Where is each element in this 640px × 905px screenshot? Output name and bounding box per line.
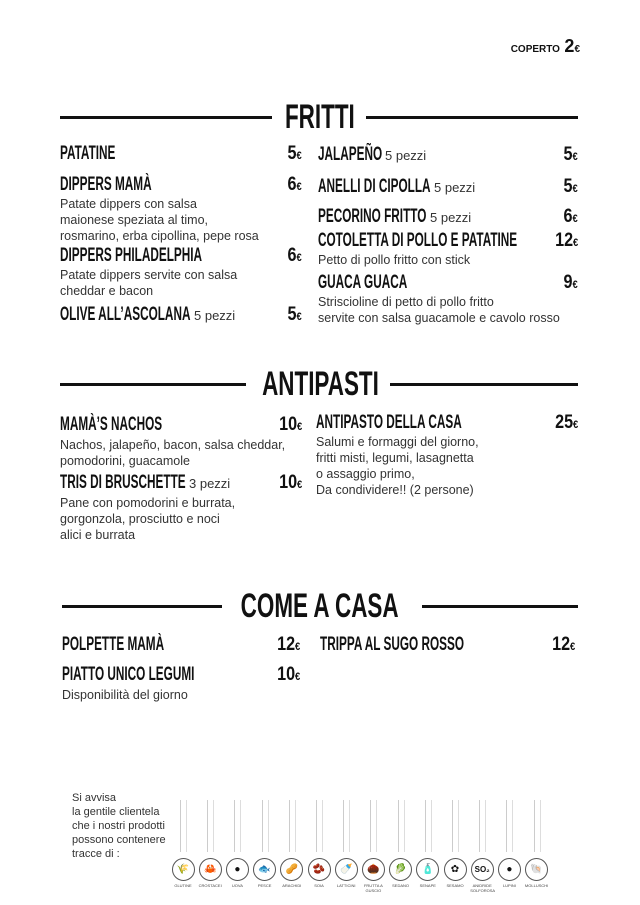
allergen-description [534,800,541,852]
notice-line: possono contenere [72,834,166,846]
menu-item [316,413,462,433]
allergen-description [370,800,377,852]
allergen-icon: 🫘 [308,858,331,881]
allergen-description [343,800,350,852]
menu-item [60,415,163,435]
notice-line: che i nostri prodotti [72,820,165,832]
allergen-label: LATTICINI [336,883,356,888]
allergen-notice [72,791,166,861]
allergen-label: SENAPE [419,883,436,888]
notice-line: Si avvisa [72,792,117,804]
item-price: 10€ [278,414,302,435]
allergen-label: GLUTINE [174,883,192,888]
item-price: 5€ [287,143,302,164]
section-heading-antipasti: ANTIPASTI [261,365,379,403]
item-price: 10€ [276,664,300,685]
allergen-label: SEDANO [392,883,410,888]
allergen-label: CROSTACEI [198,883,222,888]
item-price: 5€ [563,144,578,165]
item-price: 10€ [278,472,302,493]
cover-charge-label: COPERTO [510,44,560,55]
item-description: Salumi e formaggi del giorno, fritti misti, legumi, lasagnetta o assaggio primo, Da condividere!! (2 persone) [316,435,479,497]
allergen-icon: 🐚 [525,858,548,881]
item-price: 25€ [554,412,578,433]
item-name: GUACA GUACA [318,272,408,293]
item-price: 12€ [554,230,578,251]
item-price: 5€ [563,176,578,197]
menu-item [60,246,202,266]
cover-charge [511,36,580,60]
allergen-icon: 🧴 [416,858,439,881]
item-quantity: 3 pezzi [189,476,231,491]
item-price: 6€ [563,206,578,227]
cover-charge-price: 2 [564,36,575,56]
menu-item [60,175,152,195]
allergen-icon: 🦀 [199,858,222,881]
allergen-icon: 🥜 [280,858,303,881]
menu-item [318,145,426,167]
allergen-label: LUPINI [502,883,516,888]
allergen-icon: SO₂ [471,858,494,881]
allergen-icon: ● [226,858,249,881]
allergen-description [398,800,405,852]
allergen-crostacei [198,858,222,888]
allergen-description [262,800,269,852]
allergen-lupini [497,858,521,888]
item-name: ANTIPASTO DELLA CASA [316,412,462,433]
menu-item [62,635,165,655]
allergen-icon: ✿ [444,858,467,881]
allergen-icon: 🥬 [389,858,412,881]
item-description: Disponibilità del giorno [62,688,188,702]
item-description: Patate dippers con salsa maionese speziata al timo, rosmarino, erba cipollina, pepe rosa [60,197,259,243]
item-name: TRIS DI BRUSCHETTE [60,472,186,493]
allergen-label: SOIA [314,883,324,888]
menu-item [318,273,408,293]
allergen-icon: 🐟 [253,858,276,881]
item-name: DIPPERS PHILADELPHIA [60,245,203,266]
section-heading-fritti: FRITTI [285,98,355,136]
allergen-frutta-a-guscio [361,858,385,893]
menu-item [318,177,475,199]
notice-line: la gentile clientela [72,806,160,818]
allergen-description [479,800,486,852]
allergen-description [425,800,432,852]
allergen-description [180,800,187,852]
item-description: Pane con pomodorini e burrata, gorgonzola, prosciutto e noci alici e burrata [60,496,236,542]
menu-item [60,473,230,495]
item-name: POLPETTE MAMÀ [62,634,165,655]
item-name: ANELLI DI CIPOLLA [318,176,431,197]
item-name: PATATINE [60,143,116,164]
allergen-anidride-solforosa [470,858,494,893]
allergen-latticini [334,858,358,888]
menu-item [60,305,235,327]
allergen-label: UOVA [231,883,243,888]
menu-item [320,635,464,655]
allergen-icon: 🌾 [172,858,195,881]
allergen-icon: 🍼 [335,858,358,881]
item-description: Petto di pollo fritto con stick [318,253,471,267]
currency: € [574,44,580,55]
allergen-icon: 🌰 [362,858,385,881]
item-price: 6€ [287,245,302,266]
menu-item [60,144,116,164]
item-name: JALAPEÑO [318,144,383,165]
allergen-label: MOLLUSCHI [524,883,549,888]
item-name: COTOLETTA DI POLLO E PATATINE [318,230,518,251]
item-price: 5€ [287,304,302,325]
item-name: TRIPPA AL SUGO ROSSO [320,634,464,655]
allergen-senape [416,858,440,888]
allergen-label: FRUTTA A GUSCIO [363,883,383,893]
allergen-glutine [171,858,195,888]
item-name: PECORINO FRITTO [318,206,427,227]
allergen-label: SESAMO [446,883,464,888]
allergen-label: ANIDRIDE SOLFOROSA [470,883,496,893]
allergen-molluschi [525,858,549,888]
item-name: OLIVE ALL’ASCOLANA [60,304,191,325]
notice-line: tracce di : [72,848,120,860]
item-name: PIATTO UNICO LEGUMI [62,664,195,685]
allergen-description [234,800,241,852]
item-name: DIPPERS MAMÀ [60,174,152,195]
menu-item [318,207,471,229]
item-description: Nachos, jalapeño, bacon, salsa cheddar, pomodorini, guacamole [60,438,286,468]
allergen-soia [307,858,331,888]
allergen-arachidi [280,858,304,888]
allergen-description [316,800,323,852]
allergen-label: PESCE [257,883,272,888]
item-price: 6€ [287,174,302,195]
allergen-sesamo [443,858,467,888]
allergen-uova [225,858,249,888]
allergen-description [207,800,214,852]
item-quantity: 5 pezzi [434,180,476,195]
item-price: 12€ [551,634,575,655]
item-price: 12€ [276,634,300,655]
section-heading-come-a-casa: COME A CASA [241,587,399,625]
allergen-pesce [253,858,277,888]
item-description: Striscioline di petto di pollo fritto servite con salsa guacamole e cavolo rosso [318,295,560,325]
item-description: Patate dippers servite con salsa cheddar e bacon [60,268,238,298]
allergen-description [506,800,513,852]
allergen-label: ARACHIDI [282,883,302,888]
item-quantity: 5 pezzi [430,210,472,225]
allergen-description [289,800,296,852]
menu-item [318,231,518,251]
menu-item [62,665,195,685]
allergen-description [452,800,459,852]
item-price: 9€ [563,272,578,293]
item-name: MAMÀ’S NACHOS [60,414,163,435]
item-quantity: 5 pezzi [385,148,427,163]
item-quantity: 5 pezzi [194,308,236,323]
allergen-icon: ● [498,858,521,881]
allergen-sedano [389,858,413,888]
